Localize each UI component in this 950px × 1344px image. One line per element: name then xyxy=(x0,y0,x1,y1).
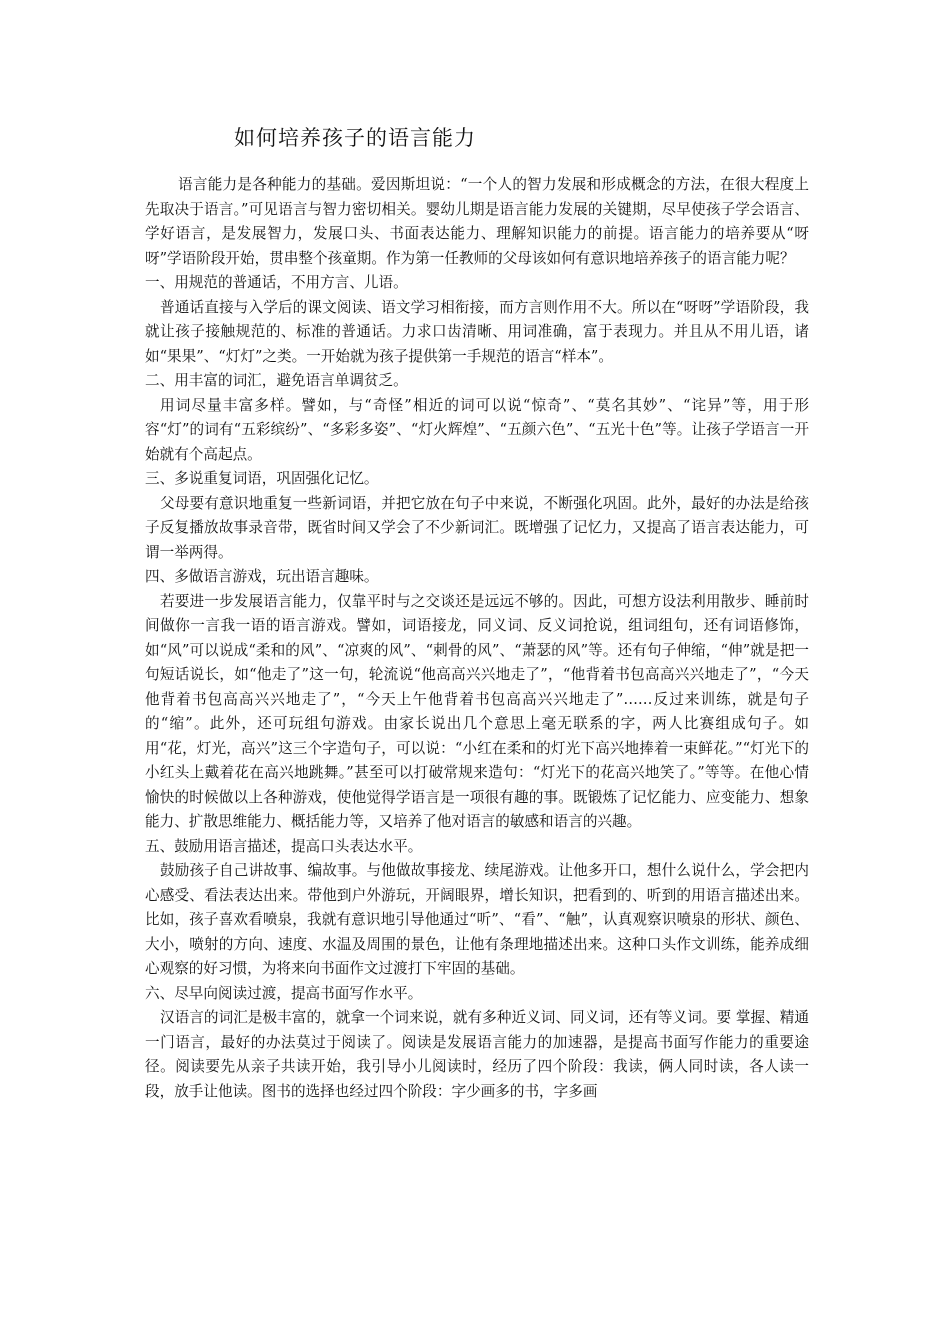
section-heading-5: 五、鼓励用语言描述，提高口头表达水平。 xyxy=(145,837,423,855)
section-heading-3: 三、多说重复词语，巩固强化记忆。 xyxy=(145,470,379,487)
section-heading-1: 一、用规范的普通话，不用方言、儿语。 xyxy=(145,274,408,291)
document-body xyxy=(145,173,809,1104)
section-heading-4: 四、多做语言游戏，玩出语言趣味。 xyxy=(145,568,379,585)
section-body-3: 父母要有意识地重复一些新词语，并把它放在句子中来说，不断强化巩固。此外，最好的办法是给孩子反复播放故事录音带，既省时间又学会了不少新词汇。既增强了记忆力，又提高了语言表达能力，可谓一举两得。 xyxy=(145,494,809,561)
section-body-1: 普通话直接与入学后的课文阅读、语文学习相衔接，而方言则作用不大。所以在“呀呀”学语阶段，我就让孩子接触规范的、标准的普通话。力求口齿清晰、用词准确，富于表现力。并且从不用儿语，诸如“果果”、“灯灯”之类。一开始就为孩子提供第一手规范的语言“样本”。 xyxy=(145,298,809,365)
section-heading-2: 二、用丰富的词汇，避免语言单调贫乏。 xyxy=(145,372,408,389)
intro-paragraph: 语言能力是各种能力的基础。爱因斯坦说：“一个人的智力发展和形成概念的方法，在很大程度上先取决于语言。”可见语言与智力密切相关。婴幼儿期是语言能力发展的关键期，尽早使孩子学会语言、学好语言，是发展智力，发展口头、书面表达能力、理解知识能力的前提。语言能力的培养要从“呀呀”学语阶段开始，贯串整个孩童期。作为第一任教师的父母该如何有意识地培养孩子的语言能力呢？ xyxy=(145,176,809,267)
section-body-5: 鼓励孩子自己讲故事、编故事。与他做故事接龙、续尾游戏。让他多开口，想什么说什么，学会把内心感受、看法表达出来。带他到户外游玩，开阔眼界，增长知识，把看到的、听到的用语言描述出来。比如，孩子喜欢看喷泉，我就有意识地引导他通过“听”、“看”、“触”，认真观察识喷泉的形状、颜色、大小，喷射的方向、速度、水温及周围的景色，让他有条理地描述出来。这种口头作文训练，能养成细心观察的好习惯，为将来向书面作文过渡打下牢固的基础。 xyxy=(145,862,809,977)
section-body-2: 用词尽量丰富多样。譬如，与“奇怪”相近的词可以说“惊奇”、“莫名其妙”、“诧异”等，用于形容“灯”的词有“五彩缤纷”、“多彩多姿”、“灯火辉煌”、“五颜六色”、“五光十色”等。让孩子学语言一开始就有个高起点。 xyxy=(145,396,809,463)
section-body-6: 汉语言的词汇是极丰富的，就拿一个词来说，就有多种近义词、同义词，还有等义词。要 掌握、精通一门语言，最好的办法莫过于阅读了。阅读是发展语言能力的加速器，是提高书面写作能力的重要途径。阅读要先从亲子共读开始，我引导小儿阅读时，经历了四个阶段：我读，俩人同时读，各人读一段，放手让他读。图书的选择也经过四个阶段：字少画多的书，字多画 xyxy=(145,1009,809,1100)
document-title: 如何培养孩子的语言能力 xyxy=(234,126,476,150)
section-heading-6: 六、尽早向阅读过渡，提高书面写作水平。 xyxy=(145,984,423,1002)
section-body-4: 若要进一步发展语言能力，仅靠平时与之交谈还是远远不够的。因此，可想方设法利用散步、睡前时间做你一言我一语的语言游戏。譬如，词语接龙，同义词、反义词抢说，组词组句，还有词语修饰，如“风”可以说成“柔和的风”、“凉爽的风”、“刺骨的风”、“萧瑟的风”等。还有句子伸缩，“伸”就是把一句短话说长，如“他走了”这一句，轮流说“他高高兴兴地走了”，“他背着书包高高兴兴地走了”，“今天他背着书包高高兴兴地走了”，“今天上午他背着书包高高兴兴地走了”……反过来训练，就是句子的“缩”。此外，还可玩组句游戏。由家长说出几个意思上毫无联系的字，两人比赛组成句子。如用“花，灯光，高兴”这三个字造句子，可以说：“小红在柔和的灯光下高兴地捧着一束鲜花。”“灯光下的小红头上戴着花在高兴地跳舞。”甚至可以打破常规来造句：“灯光下的花高兴地笑了。”等等。在他心情愉快的时候做以上各种游戏，使他觉得学语言是一项很有趣的事。既锻炼了记忆能力、应变能力、想象能力、扩散思维能力、概括能力等，又培养了他对语言的敏感和语言的兴趣。 xyxy=(145,592,809,830)
